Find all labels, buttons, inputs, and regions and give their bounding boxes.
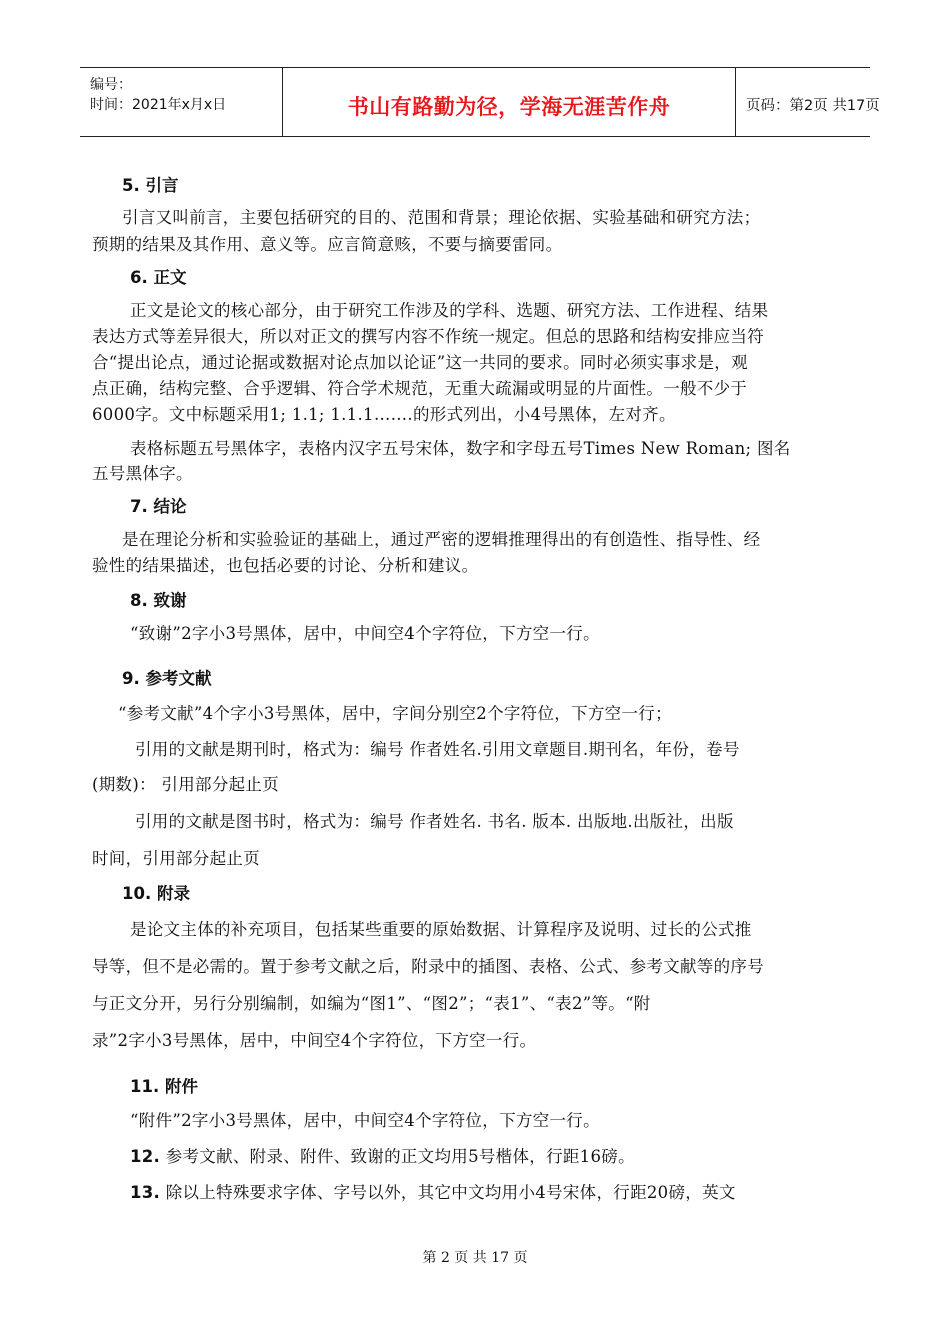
section-10-line-1: 是论文主体的补充项目，包括某些重要的原始数据、计算程序及说明、过长的公式推 xyxy=(130,920,752,939)
item-13 xyxy=(130,1179,736,1203)
section-8-line-1: “致谢”2字小3号黑体，居中，中间空4个字符位，下方空一行。 xyxy=(130,624,600,643)
section-heading-5: 5. 引言 xyxy=(122,176,179,195)
header-page-cell xyxy=(736,68,880,136)
section-heading-8: 8. 致谢 xyxy=(130,591,187,610)
section-11-line-1: “附件”2字小3号黑体，居中，中间空4个字符位，下方空一行。 xyxy=(130,1111,600,1130)
section-9-line-1: “参考文献”4个字小3号黑体，居中，字间分别空2个字符位，下方空一行； xyxy=(118,704,672,723)
section-6-line-1: 正文是论文的核心部分，由于研究工作涉及的学科、选题、研究方法、工作进程、结果 xyxy=(130,301,769,320)
item-12-text: 参考文献、附录、附件、致谢的正文均用5号楷体，行距16磅。 xyxy=(165,1147,635,1166)
section-9-book-line-2: 时间，引用部分起止页 xyxy=(92,849,260,868)
section-heading-10: 10. 附录 xyxy=(122,884,190,903)
time-label: 时间：2021年x月x日 xyxy=(90,97,227,113)
section-6-para2-line-2: 五号黑体字。 xyxy=(92,464,193,483)
section-6-para2-line-1: 表格标题五号黑体字，表格内汉字五号宋体，数字和字母五号Times New Roman; 图名 xyxy=(130,439,791,458)
section-heading-9: 9. 参考文献 xyxy=(122,669,212,688)
header-meta-cell xyxy=(80,68,280,136)
section-6-line-3: 合“提出论点，通过论据或数据对论点加以论证”这一共同的要求。同时必须实事求是，观 xyxy=(92,353,748,372)
header-motto: 书山有路勤为径，学海无涯苦作舟 xyxy=(347,95,671,119)
section-heading-11: 11. 附件 xyxy=(130,1077,198,1096)
section-9-book-line-1: 引用的文献是图书时，格式为：编号 作者姓名. 书名. 版本. 出版地.出版社，出版 xyxy=(135,812,734,831)
section-6-line-4: 点正确，结构完整、合乎逻辑、符合学术规范，无重大疏漏或明显的片面性。一般不少于 xyxy=(92,379,748,398)
header-page-info: 页码：第2页 共17页 xyxy=(746,98,880,114)
section-9-journal-line-1: 引用的文献是期刊时，格式为：编号 作者姓名.引用文章题目.期刊名，年份，卷号 xyxy=(135,740,740,759)
serial-label: 编号： xyxy=(90,77,132,93)
section-7-line-2: 验性的结果描述，也包括必要的讨论、分析和建议。 xyxy=(92,556,479,575)
item-12 xyxy=(130,1143,635,1167)
page-footer: 第 2 页 共 17 页 xyxy=(422,1250,528,1266)
section-6-line-5: 6000字。文中标题采用1; 1.1; 1.1.1…….的形式列出，小4号黑体，左对齐。 xyxy=(92,405,676,424)
item-13-number: 13. xyxy=(130,1183,161,1202)
section-heading-6: 6. 正文 xyxy=(130,268,187,287)
section-10-line-2: 导等，但不是必需的。置于参考文献之后，附录中的插图、表格、公式、参考文献等的序号 xyxy=(92,957,764,976)
item-12-number: 12. xyxy=(130,1147,161,1166)
section-6-line-2: 表达方式等差异很大，所以对正文的撰写内容不作统一规定。但总的思路和结构安排应当符 xyxy=(92,327,764,346)
section-9-journal-line-2: (期数)： 引用部分起止页 xyxy=(92,775,280,794)
section-10-line-4: 录”2字小3号黑体，居中，中间空4个字符位，下方空一行。 xyxy=(92,1031,537,1050)
page-header xyxy=(80,67,880,137)
section-heading-7: 7. 结论 xyxy=(130,497,187,516)
item-13-text: 除以上特殊要求字体、字号以外，其它中文均用小4号宋体，行距20磅，英文 xyxy=(165,1183,736,1202)
section-5-line-1: 引言又叫前言，主要包括研究的目的、范围和背景；理论依据、实验基础和研究方法； xyxy=(122,208,761,227)
section-5-line-2: 预期的结果及其作用、意义等。应言简意赅，不要与摘要雷同。 xyxy=(92,235,563,254)
section-7-line-1: 是在理论分析和实验验证的基础上，通过严密的逻辑推理得出的有创造性、指导性、经 xyxy=(122,530,761,549)
header-motto-cell xyxy=(282,68,736,136)
section-10-line-3: 与正文分开，另行分别编制，如编为“图1”、“图2”；“表1”、“表2”等。“附 xyxy=(92,994,651,1013)
